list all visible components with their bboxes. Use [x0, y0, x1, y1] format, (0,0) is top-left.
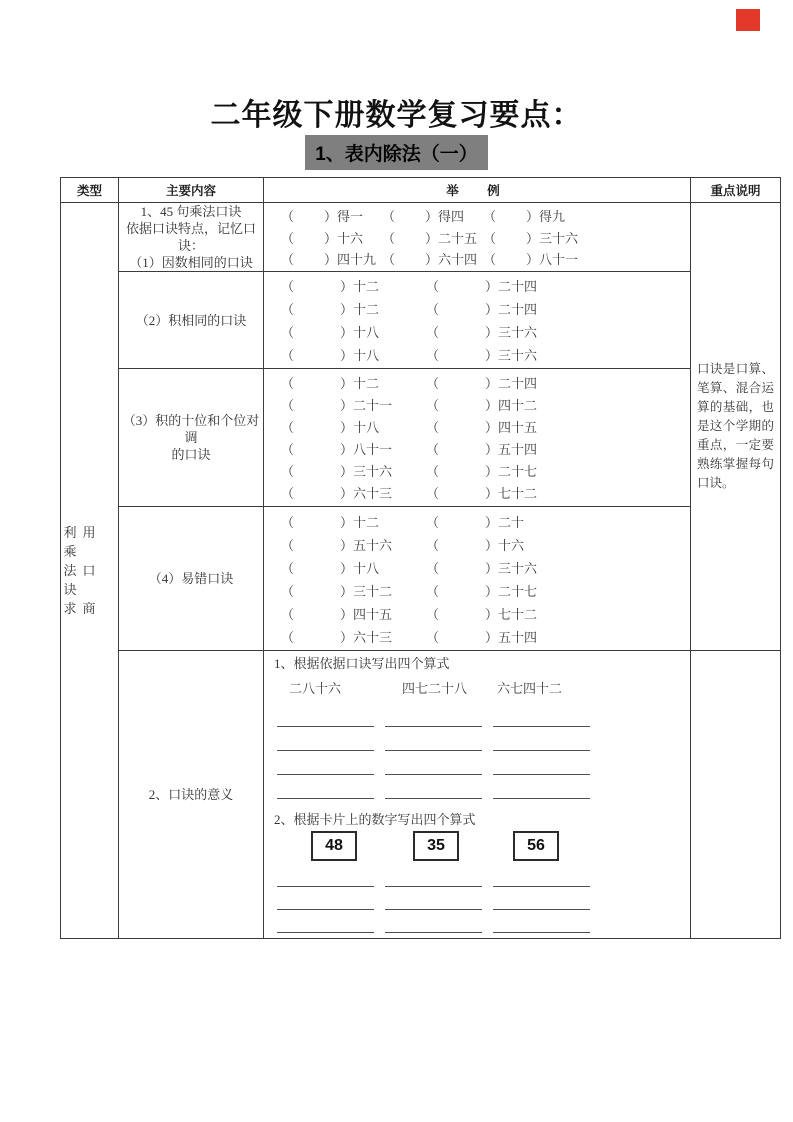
example-blank-item [281, 439, 426, 458]
answer-blank [493, 915, 590, 933]
example-label: ）六十三 [340, 486, 393, 502]
paren-open: （ [426, 629, 440, 645]
example-label: ）二十七 [485, 583, 538, 599]
answer-blank-row [277, 757, 690, 781]
example-label: ）四十九 [324, 251, 377, 267]
answer-blank [493, 709, 590, 727]
example-label: ）三十六 [485, 347, 538, 363]
main-content-cell [119, 203, 264, 272]
main-content-line: （3）积的十位和个位对调 [122, 413, 260, 445]
example-label: ）五十六 [340, 537, 393, 553]
number-card: 56 [513, 831, 559, 861]
example-label: ）二十四 [485, 375, 538, 391]
answer-blank [493, 869, 590, 887]
answer-gap [294, 431, 340, 432]
answer-gap [439, 641, 485, 642]
example-blank-item [281, 483, 426, 502]
answer-gap [294, 290, 340, 291]
example-label: ）十二 [340, 514, 380, 530]
paren-open: （ [426, 537, 440, 553]
example-blank-item [426, 558, 537, 577]
example-blank-item [426, 535, 524, 554]
paren-open: （ [426, 583, 440, 599]
example-line [264, 228, 690, 247]
answer-gap [439, 497, 485, 498]
paren-open: （ [281, 251, 295, 267]
example-label: ）三十六 [340, 464, 393, 480]
example-blank-item [281, 558, 426, 577]
answer-gap [439, 431, 485, 432]
answer-gap [294, 313, 340, 314]
answer-gap [496, 263, 526, 264]
paren-open: （ [426, 302, 440, 318]
main-content-line: 依据口诀特点，记忆口诀： [125, 221, 256, 253]
example-label: ）五十四 [485, 629, 538, 645]
answer-blank [385, 781, 482, 799]
main-content-line: （1）因数相同的口诀 [129, 255, 253, 270]
example-blank-item [382, 228, 483, 247]
section-heading: 1、表内除法（一） [305, 135, 488, 170]
answer-blank [493, 781, 590, 799]
answer-blanks-part1 [277, 709, 690, 805]
answer-blank [385, 869, 482, 887]
paren-open: （ [281, 514, 295, 530]
example-label: ）二十 [485, 514, 525, 530]
table-row [61, 272, 781, 369]
example-blank-item [426, 373, 537, 392]
example-blank-item [281, 461, 426, 480]
example-label: ）三十二 [340, 583, 393, 599]
example-label: ）三十六 [485, 560, 538, 576]
paren-open: （ [281, 486, 295, 502]
example-line [264, 558, 690, 577]
answer-blank [493, 892, 590, 910]
paren-open: （ [382, 251, 396, 267]
answer-gap [294, 409, 340, 410]
answer-blank [385, 709, 482, 727]
paren-open: （ [281, 347, 295, 363]
example-line [264, 627, 690, 646]
col-header-examples: 举 例 [264, 178, 691, 203]
type-label-line: 法口诀 [63, 563, 102, 597]
example-label: ）十八 [340, 324, 380, 340]
type-label-line: 利用乘 [63, 525, 102, 559]
example-line [264, 535, 690, 554]
main-content-line: 的口诀 [171, 447, 211, 462]
answer-gap [439, 549, 485, 550]
main-content-line: 1、45 句乘法口诀 [140, 204, 242, 219]
main-content-cell [119, 507, 264, 651]
example-label: ）四十五 [340, 606, 393, 622]
paren-open: （ [281, 560, 295, 576]
paren-open: （ [426, 486, 440, 502]
paren-open: （ [426, 464, 440, 480]
main-content-line: （4）易错口诀 [148, 571, 234, 586]
example-line [264, 512, 690, 531]
table-row [61, 203, 781, 272]
example-blank-item [382, 249, 483, 268]
example-label: ）四十五 [485, 419, 538, 435]
paren-open: （ [426, 442, 440, 458]
examples-cell [264, 369, 691, 507]
page-title: 二年级下册数学复习要点： [210, 99, 583, 132]
col-header-notes: 重点说明 [691, 178, 781, 203]
paren-open: （ [281, 230, 295, 246]
answer-gap [439, 359, 485, 360]
example-label: ）十六 [324, 230, 364, 246]
example-label: ）七十二 [485, 486, 538, 502]
paren-open: （ [281, 375, 295, 391]
answer-blank [277, 781, 374, 799]
example-label: ）十二 [340, 302, 380, 318]
example-blank-item [426, 299, 537, 318]
type-cell [61, 203, 119, 939]
paren-open: （ [483, 230, 497, 246]
example-blank-item [281, 276, 426, 295]
example-blank-item [426, 483, 537, 502]
answer-blank-row [277, 781, 690, 805]
answer-gap [496, 220, 526, 221]
answer-gap [439, 475, 485, 476]
answer-blank-row [277, 709, 690, 733]
answer-gap [395, 242, 425, 243]
example-blank-item [382, 206, 483, 225]
answer-gap [294, 475, 340, 476]
example-label: ）二十五 [425, 230, 478, 246]
paren-open: （ [281, 464, 295, 480]
type-label-line: 求商 [63, 601, 102, 616]
exercise-2-heading: 2、根据卡片上的数字写出四个算式 [274, 812, 476, 827]
example-label: ）六十三 [340, 629, 393, 645]
answer-gap [439, 336, 485, 337]
example-blank-item [426, 276, 537, 295]
answer-gap [439, 526, 485, 527]
main-content-line: 2、口诀的意义 [148, 787, 234, 802]
example-blank-item [426, 439, 537, 458]
answer-blank [277, 892, 374, 910]
example-label: ）七十二 [485, 606, 538, 622]
example-blank-item [281, 627, 426, 646]
example-blank-item [426, 345, 537, 364]
answer-gap [395, 263, 425, 264]
paren-open: （ [426, 560, 440, 576]
exercise-1-heading: 1、根据依据口诀写出四个算式 [274, 656, 450, 671]
rhyme-hint: 六七四十二 [497, 681, 563, 696]
answer-blank [385, 892, 482, 910]
answer-gap [294, 387, 340, 388]
example-blank-item [426, 417, 537, 436]
answer-blank [277, 869, 374, 887]
answer-gap [439, 618, 485, 619]
answer-blank [493, 733, 590, 751]
example-blank-item [483, 206, 565, 225]
example-line [264, 439, 690, 458]
example-blank-item [281, 206, 382, 225]
col-header-main-content: 主要内容 [119, 178, 264, 203]
answer-blank [385, 733, 482, 751]
answer-gap [294, 549, 340, 550]
answer-gap [496, 242, 526, 243]
number-cards-row [274, 831, 690, 863]
answer-blanks-part2 [277, 869, 690, 938]
example-label: ）十八 [340, 419, 380, 435]
example-blank-item [281, 373, 426, 392]
example-label: ）二十四 [485, 302, 538, 318]
example-label: ）二十四 [485, 279, 538, 295]
example-label: ）五十四 [485, 442, 538, 458]
section-heading-row [0, 135, 793, 170]
answer-gap [294, 572, 340, 573]
answer-gap [294, 336, 340, 337]
exercise-cell [264, 651, 691, 939]
answer-blank-row [277, 733, 690, 757]
answer-gap [294, 526, 340, 527]
example-blank-item [281, 299, 426, 318]
example-label: ）六十四 [425, 251, 478, 267]
answer-blank [493, 757, 590, 775]
example-line [264, 483, 690, 502]
answer-gap [439, 409, 485, 410]
answer-gap [439, 595, 485, 596]
answer-gap [294, 359, 340, 360]
answer-gap [294, 595, 340, 596]
example-line [264, 299, 690, 318]
example-label: ）得一 [324, 209, 364, 225]
example-label: ）八十一 [340, 442, 393, 458]
example-label: ）二十七 [485, 464, 538, 480]
answer-gap [294, 263, 324, 264]
example-label: ）三十六 [485, 324, 538, 340]
example-label: ）十八 [340, 560, 380, 576]
example-blank-item [281, 604, 426, 623]
example-line [264, 276, 690, 295]
example-blank-item [281, 322, 426, 341]
answer-gap [439, 313, 485, 314]
example-blank-item [426, 322, 537, 341]
red-marker [736, 9, 760, 31]
paren-open: （ [426, 375, 440, 391]
answer-blank [385, 757, 482, 775]
example-line [264, 206, 690, 225]
paren-open: （ [281, 537, 295, 553]
review-table [60, 177, 781, 939]
example-label: ）十八 [340, 347, 380, 363]
main-content-cell [119, 272, 264, 369]
example-label: ）二十一 [340, 397, 393, 413]
example-line [264, 249, 690, 268]
table-header-row [61, 178, 781, 203]
rhyme-hint: 二八十六 [289, 681, 342, 696]
paren-open: （ [426, 419, 440, 435]
answer-gap [395, 220, 425, 221]
answer-gap [439, 290, 485, 291]
example-line [264, 373, 690, 392]
table-row [61, 507, 781, 651]
answer-blank [385, 915, 482, 933]
example-line [264, 345, 690, 364]
answer-gap [439, 453, 485, 454]
example-blank-item [426, 604, 537, 623]
example-blank-item [281, 228, 382, 247]
table-row [61, 369, 781, 507]
example-label: ）十六 [485, 537, 525, 553]
paren-open: （ [281, 209, 295, 225]
paren-open: （ [281, 324, 295, 340]
hints-row [289, 678, 690, 696]
main-content-cell [119, 651, 264, 939]
notes-text: 口诀是口算、笔算、混合运算的基础，也是这个学期的重点，一定要熟练掌握每句口诀。 [697, 362, 774, 490]
col-header-type: 类型 [61, 178, 119, 203]
example-label: ）八十一 [526, 251, 579, 267]
examples-cell [264, 203, 691, 272]
example-line [264, 604, 690, 623]
paren-open: （ [426, 324, 440, 340]
paren-open: （ [281, 606, 295, 622]
example-blank-item [281, 581, 426, 600]
example-label: ）四十二 [485, 397, 538, 413]
number-card: 35 [413, 831, 459, 861]
notes-cell-empty [691, 651, 781, 939]
number-card: 48 [311, 831, 357, 861]
answer-gap [294, 641, 340, 642]
paren-open: （ [281, 397, 295, 413]
paren-open: （ [281, 279, 295, 295]
answer-blank-row [277, 892, 690, 915]
example-label: ）十二 [340, 279, 380, 295]
table-row [61, 651, 781, 939]
example-line [264, 581, 690, 600]
example-blank-item [426, 627, 537, 646]
paren-open: （ [426, 397, 440, 413]
answer-gap [439, 387, 485, 388]
answer-gap [439, 572, 485, 573]
paren-open: （ [281, 302, 295, 318]
paren-open: （ [426, 514, 440, 530]
paren-open: （ [426, 279, 440, 295]
main-content-cell [119, 369, 264, 507]
paren-open: （ [281, 583, 295, 599]
example-line [264, 322, 690, 341]
answer-blank [277, 733, 374, 751]
answer-gap [294, 618, 340, 619]
paren-open: （ [281, 419, 295, 435]
example-blank-item [426, 581, 537, 600]
type-label [61, 523, 118, 618]
example-blank-item [426, 395, 537, 414]
example-blank-item [281, 345, 426, 364]
main-content-line: （2）积相同的口诀 [135, 312, 247, 328]
example-line [264, 395, 690, 414]
rhyme-hint: 四七二十八 [402, 681, 468, 696]
example-blank-item [281, 395, 426, 414]
answer-gap [294, 220, 324, 221]
example-blank-item [281, 535, 426, 554]
paren-open: （ [281, 629, 295, 645]
paren-open: （ [426, 347, 440, 363]
paren-open: （ [281, 442, 295, 458]
answer-blank [277, 709, 374, 727]
example-label: ）得九 [526, 209, 566, 225]
examples-cell [264, 272, 691, 369]
example-blank-item [281, 249, 382, 268]
answer-gap [294, 242, 324, 243]
example-line [264, 417, 690, 436]
examples-cell [264, 507, 691, 651]
example-blank-item [281, 512, 426, 531]
example-blank-item [426, 461, 537, 480]
example-blank-item [426, 512, 524, 531]
notes-cell [691, 203, 781, 651]
example-blank-item [483, 249, 578, 268]
paren-open: （ [483, 209, 497, 225]
paren-open: （ [382, 230, 396, 246]
paren-open: （ [382, 209, 396, 225]
answer-blank-row [277, 869, 690, 892]
example-line [264, 461, 690, 480]
answer-gap [294, 453, 340, 454]
answer-blank-row [277, 915, 690, 938]
example-blank-item [483, 228, 578, 247]
paren-open: （ [483, 251, 497, 267]
answer-gap [294, 497, 340, 498]
example-blank-item [281, 417, 426, 436]
example-label: ）得四 [425, 209, 465, 225]
answer-blank [277, 757, 374, 775]
paren-open: （ [426, 606, 440, 622]
answer-blank [277, 915, 374, 933]
example-label: ）十二 [340, 375, 380, 391]
example-label: ）三十六 [526, 230, 579, 246]
